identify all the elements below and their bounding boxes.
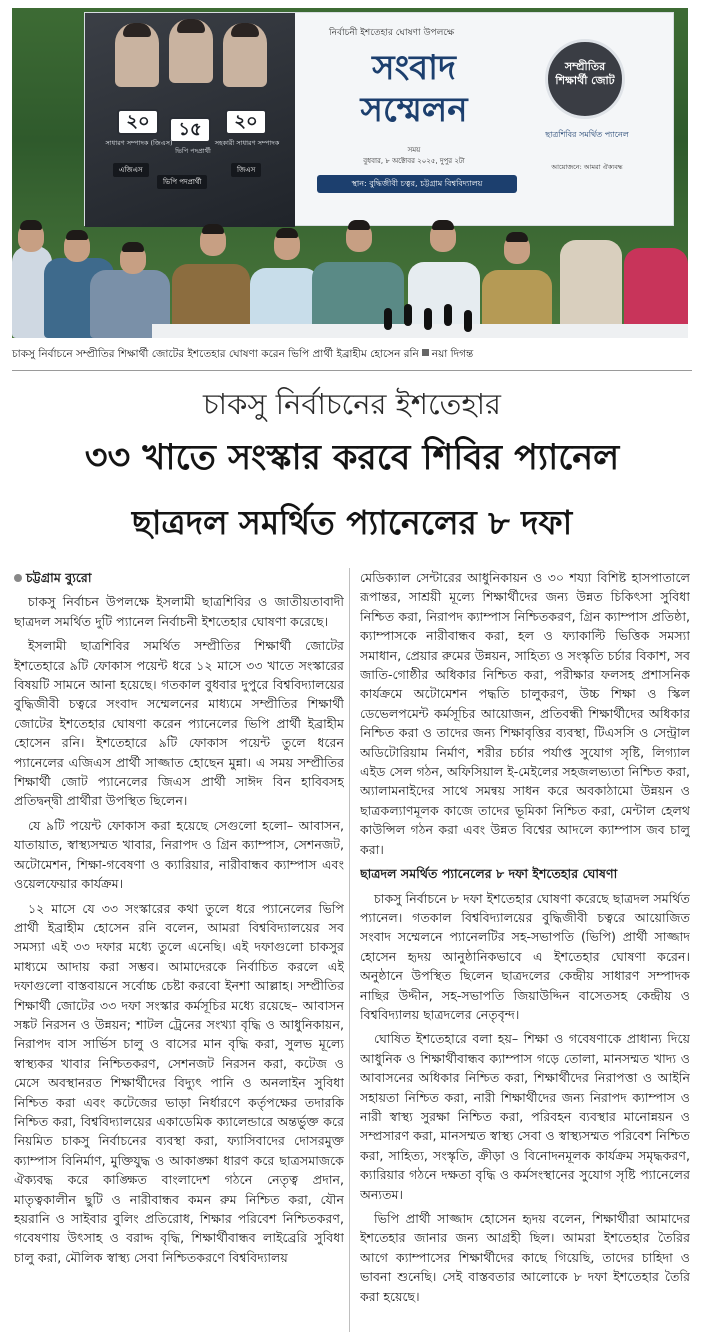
paragraph: ইসলামী ছাত্রশিবির সমর্থিত সম্প্রীতির শিক্ষার্থী জোটের ইশতেহারে ৯টি ফোকাস পয়েন্ট ধরে ১২ মাসে ৩৩ খাতে সংস্কারের বিষয়টি সামনে আনা হয়েছে। গতকাল বুধবার দুপুরে বিশ্ববিদ্যালয়ের বুদ্ধিজীবী চত্বরে সংবাদ সম্মেলনের মাধ্যমে সম্প্রীতির শিক্ষার্থী জোটের ইশতেহার ঘোষণা করেন প্যানেলের ভিপি প্রার্থী ইব্রাহীম হোসেন রনি। ইশতেহারে ৯টি ফোকাস পয়েন্ট তুলে ধরেন প্যানেলের এজিএস প্রার্থী সাজ্জাত হোছেন মুন্না। এ সময় সম্প্রীতির শিক্ষার্থী জোট প্যানেলের জিএস প্রার্থী সাঈদ বিন হাবিবসহ প্রতিদ্বন্দ্বী প্রার্থীরা উপস্থিত ছিলেন।	[14, 638, 344, 809]
banner-panel-name: ছাত্রশিবির সমর্থিত প্যানেল	[545, 130, 629, 139]
candidate-role-right: সহকারী সাধারণ সম্পাদক	[214, 139, 280, 147]
candidate-role-center: ভিপি পদপ্রার্থী	[175, 147, 211, 155]
paragraph: চাকসু নির্বাচনে ৮ দফা ইশতেহার ঘোষণা করেছে ছাত্রদল সমর্থিত প্যানেল। গতকাল বিশ্ববিদ্যালয়ের বুদ্ধিজীবী চত্বরে আয়োজিত সংবাদ সম্মেলনে প্যানেলটির সহ-সভাপতি (ভিপি) প্রার্থী সাজ্জাদ হোসেন হৃদয় আনুষ্ঠানিকভাবে এ ইশতেহার ঘোষণা করেন। অনুষ্ঠানে উপস্থিত ছিলেন ছাত্রদলের কেন্দ্রীয় সাধারণ সম্পাদক নাছির উদ্দীন, সহ-সভাপতি জিয়াউদ্দিন বাসেতসহ কেন্দ্রীয় ও বিশ্ববিদ্যালয় ছাত্রদলের নেতৃবৃন্দ।	[360, 890, 690, 1022]
article-subhead: ছাত্রদল সমর্থিত প্যানেলের ৮ দফা ইশতেহার ঘোষণা	[360, 866, 618, 882]
person-head	[504, 234, 530, 264]
microphone	[444, 304, 452, 326]
paragraph: ভিপি প্রার্থী সাজ্জাদ হোসেন হৃদয় বলেন, শিক্ষার্থীরা আমাদের ইশতেহার জানার জন্য আগ্রহী ছিল। আমরা ইশতেহার তৈরির আগে ক্যাম্পাসের শিক্ষার্থীদের কাছে গিয়েছি, তাদের চাহিদা ও ভাবনা শুনেছি। সেই বাস্তবতার আলোকে ৮ দফা ইশতেহার তৈরি করা হয়েছে।	[360, 1211, 690, 1304]
column-divider	[349, 568, 350, 1332]
headline-main: ৩৩ খাতে সংস্কার করবে শিবির প্যানেল	[84, 438, 620, 478]
candidate-portrait-left	[115, 23, 159, 87]
banner-time	[329, 145, 499, 167]
caption-text: চাকসু নির্বাচনে সম্প্রীতির শিক্ষার্থী জোটের ইশতেহার ঘোষণা করেন ভিপি প্রার্থী ইব্রাহীম হোসেন রনি	[12, 348, 419, 360]
banner-time-value: বুধবার, ৮ অক্টোবর ২০২৫, দুপুর ২টা	[363, 157, 465, 165]
paragraph: চাকসু নির্বাচন উপলক্ষে ইসলামী ছাত্রশিবির ও জাতীয়তাবাদী ছাত্রদল সমর্থিত দুটি প্যানেল নির্বাচনী ইশতেহার ঘোষণা করেছে।	[14, 594, 344, 629]
press-conference-banner	[84, 12, 674, 226]
banner-title-line2: সম্মেলন	[360, 90, 468, 130]
banner-top-line: নির্বাচনী ইশতেহার ঘোষণা উপলক্ষে	[329, 28, 455, 38]
ballot-number-right: ২০	[225, 109, 267, 135]
caption-credit: নয়া দিগন্ত	[431, 348, 474, 360]
paragraph: ঘোষিত ইশতেহারে বলা হয়– শিক্ষা ও গবেষণাকে প্রাধান্য দিয়ে আধুনিক ও শিক্ষার্থীবান্ধব ক্যাম্পাস গড়ে তোলা, মানসম্মত খাদ্য ও আবাসনের অধিকার নিশ্চিত করা, শিক্ষার্থীদের নিরাপত্তা ও আইনি সহায়তা নিশ্চিত করা, নারী শিক্ষার্থীদের জন্য নিরাপদ ক্যাম্পাস ও নারী স্বাস্থ্য সুরক্ষা নিশ্চিত করা, পরিবহন ব্যবস্থার মানোন্নয়ন ও সম্প্রসারণ করা, মানসম্মত স্বাস্থ্য সেবা ও স্বাস্থ্যসম্মত পরিবেশ নিশ্চিত করা, সাহিত্য, সংস্কৃতি, ক্রীড়া ও বিনোদনমূলক কার্যক্রম সমৃদ্ধকরণ, ক্যারিয়ার গঠনে দক্ষতা বৃদ্ধি ও কর্মসংস্থানের সুযোগ সৃষ্টি প্যানেলের অন্যতম।	[360, 1031, 690, 1202]
candidate-tag-center: ভিপি পদপ্রার্থী	[157, 175, 207, 189]
dateline-bullet-icon	[14, 574, 22, 582]
person-head	[274, 230, 300, 260]
banner-host: আয়োজনে: আমরা ঐক্যবদ্ধ	[551, 163, 623, 171]
microphone	[404, 304, 412, 326]
banner-candidate-panel	[85, 13, 295, 227]
ballot-number-center: ১৫	[169, 117, 211, 143]
paragraph: ১২ মাসে যে ৩৩ সংস্কারের কথা তুলে ধরে প্যানেলের ভিপি প্রার্থী ইব্রাহীম হোসেন রনি বলেন, আমরা বিশ্ববিদ্যালয়ের সব সমস্যা এই ৩৩ দফার মধ্যে তুলে এনেছি। এই দফাগুলো চাকসুর মাধ্যমে আদায় করা সম্ভব। আমাদেরকে নির্বাচিত করলে এই দফাগুলো বাস্তবায়নে সর্বোচ্চ চেষ্টা করবো ইনশা আল্লাহ। সম্প্রীতির শিক্ষার্থী জোটের ৩৩ দফা সংস্কার কর্মসূচির মধ্যে রয়েছে– আবাসন সঙ্কট নিরসন ও উন্নয়ন; শাটল ট্রেনের সংখ্যা বৃদ্ধি ও আধুনিকায়ন, নিরাপদ বাস সার্ভিস চালু ও বাসের মান বৃদ্ধি করা, সুলভ মূল্যে স্বাস্থ্যকর খাবার নিশ্চিতকরণ, সেশনজট নিরসন করা, কটেজ ও মেসে অবস্থানরত শিক্ষার্থীদের বিদ্যুৎ পানি ও অনলাইন সুবিধা নিশ্চিত করা এবং কটেজের ভাড়া নির্ধারণে কর্তৃপক্ষের তদারকি নিশ্চিত করা, বিশ্ববিদ্যালয়ের একাডেমিক ক্যালেন্ডারে অন্তর্ভুক্ত করে নিয়মিত চাকসু নির্বাচনের ব্যবস্থা করা, ফ্যাসিবাদের দোসরমুক্ত ক্যাম্পাস বিনির্মাণ, মুক্তিযুদ্ধ ও আকাঙ্ক্ষা ধারণ করে ছাত্রসমাজকে ঐক্যবদ্ধ করে কাঙ্ক্ষিত বাংলাদেশ গঠনে নেতৃত্ব প্রদান, মাতৃত্বকালীন ছুটি ও নারীবান্ধব কমন রুম নিশ্চিত করা, যৌন হয়রানি ও সাইবার বুলিং প্রতিরোধ, শিক্ষার পরিবেশ নিশ্চিতকরণ, গবেষণায় উৎসাহ ও বরাদ্দ বৃদ্ধি, শিক্ষার্থীবান্ধব লাইব্রেরি সুবিধা চালু করা, মৌলিক স্বাস্থ্য সেবা নিশ্চিতকরণে বিশ্ববিদ্যালয়	[14, 900, 344, 1265]
article-column-right	[360, 568, 690, 1332]
banner-title-line1: সংবাদ	[372, 48, 456, 88]
microphone	[464, 310, 472, 332]
person-head	[430, 222, 456, 252]
paragraph: যে ৯টি পয়েন্ট ফোকাস করা হয়েছে সেগুলো হলো– আবাসন, যাতায়াত, স্বাস্থ্যসম্মত খাবার, নিরাপদ ও গ্রিন ক্যাম্পাস, সেশনজট, অটোমেশন, শিক্ষা-গবেষণা ও ক্যারিয়ার, নারীবান্ধব ক্যাম্পাস এবং ওয়েলফেয়ার কার্যক্রম।	[14, 817, 344, 892]
paragraph: মেডিক্যাল সেন্টারের আধুনিকায়ন ও ৩০ শয্যা বিশিষ্ট হাসপাতালে রূপান্তর, সাশ্রয়ী মূল্যে শিক্ষার্থীদের জন্য উন্নত চিকিৎসা সুবিধা নিশ্চিত করা, নিরাপদ ক্যাম্পাস নিশ্চিতকরণ, গ্রিন ক্যাম্পাস প্রতিষ্ঠা, ক্যাম্পাসকে নারীবান্ধব করা, হল ও ফ্যাকাল্টি ভিত্তিক সমস্যা সমাধান, প্রেয়ার রুমের উন্নয়ন, সাহিত্য ও সংস্কৃতি চর্চার বিকাশ, সব জাতি-গোষ্ঠীর অধিকার নিশ্চিত করা, পরীক্ষার ফলসহ প্রশাসনিক কার্যক্রমে অটোমেশন পদ্ধতি চালুকরণ, উচ্চ শিক্ষা ও স্কিল ডেভেলপমেন্ট কর্মসূচির আয়োজন, প্রতিবন্ধী শিক্ষার্থীদের অধিকার নিশ্চিত করা ও তাদের জন্য শিক্ষাবৃত্তির ব্যবস্থা, টিএসসি ও সেন্ট্রাল অডিটোরিয়াম নির্মাণ, শরীর চর্চার পর্যাপ্ত সুযোগ সৃষ্টি, লিগ্যাল এইড সেল গঠন, অফিসিয়াল ই-মেইলের সহজলভ্যতা নিশ্চিত করা, অ্যালামনাইদের সাথে সমন্বয় সাধন করে অবকাঠামো উন্নয়ন ও ছাত্রকল্যাণমূলক কাজে তাদের ভূমিকা নিশ্চিত করা, মেন্টাল হেলথ কাউন্সিল গঠন করা এবং উন্নত বিশ্বের আদলে ক্যাম্পাস জব চালু করা।	[360, 570, 690, 857]
banner-venue: স্থান: বুদ্ধিজীবী চত্বর, চট্টগ্রাম বিশ্ববিদ্যালয়	[317, 175, 517, 193]
person-head	[346, 222, 372, 252]
candidate-tag-left: এজিএস	[113, 163, 149, 177]
candidate-portrait-center	[169, 19, 213, 83]
headline-sub: ছাত্রদল সমর্থিত প্যানেলের ৮ দফা	[131, 503, 573, 542]
candidate-role-left: সাধারণ সম্পাদক (জিএস)	[105, 139, 173, 147]
person-head	[64, 232, 90, 262]
ballot-number-left: ২০	[117, 109, 159, 135]
dateline	[14, 568, 344, 587]
headline-kicker: চাকসু নির্বাচনের ইশতেহার	[203, 387, 501, 421]
article-column-left	[14, 568, 344, 1332]
press-table	[152, 324, 688, 338]
person-head	[18, 222, 44, 252]
person-head	[200, 226, 226, 256]
microphone	[424, 308, 432, 330]
caption-divider	[12, 370, 692, 371]
candidate-tag-right: জিএস	[231, 163, 261, 177]
alliance-logo: সম্প্রীতির শিক্ষার্থী জোট	[545, 39, 625, 119]
person-head	[120, 244, 146, 274]
microphone	[384, 308, 392, 330]
photo-caption	[12, 346, 692, 362]
caption-square-icon	[422, 349, 429, 356]
banner-title	[329, 47, 499, 131]
news-photo	[12, 8, 688, 338]
candidate-portrait-right	[223, 23, 267, 87]
banner-time-label: সময়	[407, 146, 421, 154]
dateline-text: চট্টগ্রাম ব্যুরো	[26, 570, 92, 585]
